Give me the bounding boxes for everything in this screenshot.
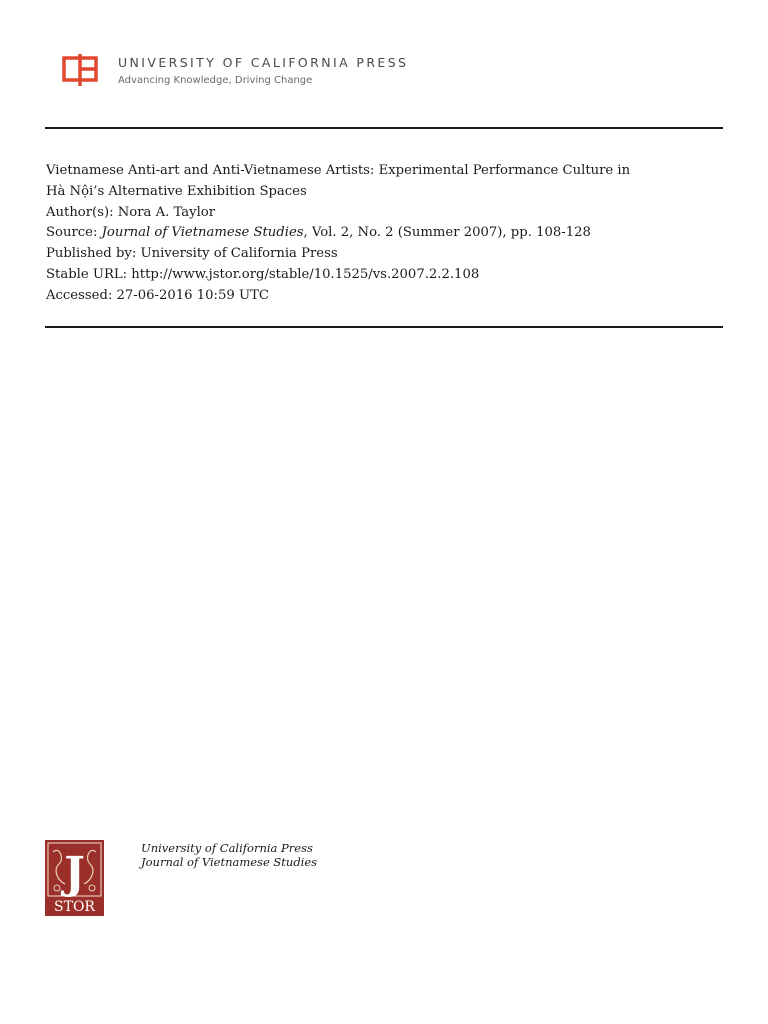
jstor-logo-wordmark: STOR	[54, 899, 95, 915]
publisher-header	[62, 52, 408, 88]
accessed-label: Accessed:	[46, 287, 117, 303]
author-label: Author(s):	[46, 204, 118, 220]
bottom-divider	[45, 326, 723, 328]
publisher-text-block	[118, 52, 408, 88]
footer-publisher: University of California Press	[141, 841, 313, 855]
article-title-line-1: Vietnamese Anti-art and Anti-Vietnamese Artists: Experimental Performance Culture in	[46, 163, 631, 178]
accessed-line	[46, 286, 736, 307]
footer	[45, 840, 317, 916]
publisher-value: University of California Press	[140, 246, 338, 262]
article-title-line-2: Hà Nội’s Alternative Exhibition Spaces	[46, 183, 307, 199]
stable-url-label: Stable URL:	[46, 266, 132, 282]
author-name: Nora A. Taylor	[117, 204, 216, 220]
stable-url-line	[46, 265, 736, 286]
jstor-logo-icon	[45, 840, 104, 916]
jstor-logo-letter: J	[64, 848, 85, 899]
source-line	[46, 223, 736, 244]
accessed-value: 27-06-2016 10:59 UTC	[116, 287, 269, 303]
published-label: Published by:	[46, 246, 141, 262]
top-divider	[45, 127, 723, 129]
source-journal: Journal of Vietnamese Studies	[101, 225, 304, 241]
source-label: Source:	[46, 225, 102, 241]
footer-text	[141, 841, 317, 869]
publisher-name: UNIVERSITY OF CALIFORNIA PRESS	[118, 55, 409, 70]
stable-url-link[interactable]: http://www.jstor.org/stable/10.1525/vs.2007.2.2.108	[131, 266, 480, 282]
source-details: , Vol. 2, No. 2 (Summer 2007), pp. 108-128	[303, 225, 591, 241]
footer-journal: Journal of Vietnamese Studies	[141, 855, 318, 869]
author-line	[46, 203, 736, 224]
ucp-book-logo-icon	[62, 52, 98, 88]
published-by-line	[46, 244, 736, 265]
citation-block	[46, 161, 736, 307]
publisher-tagline: Advancing Knowledge, Driving Change	[118, 75, 313, 86]
